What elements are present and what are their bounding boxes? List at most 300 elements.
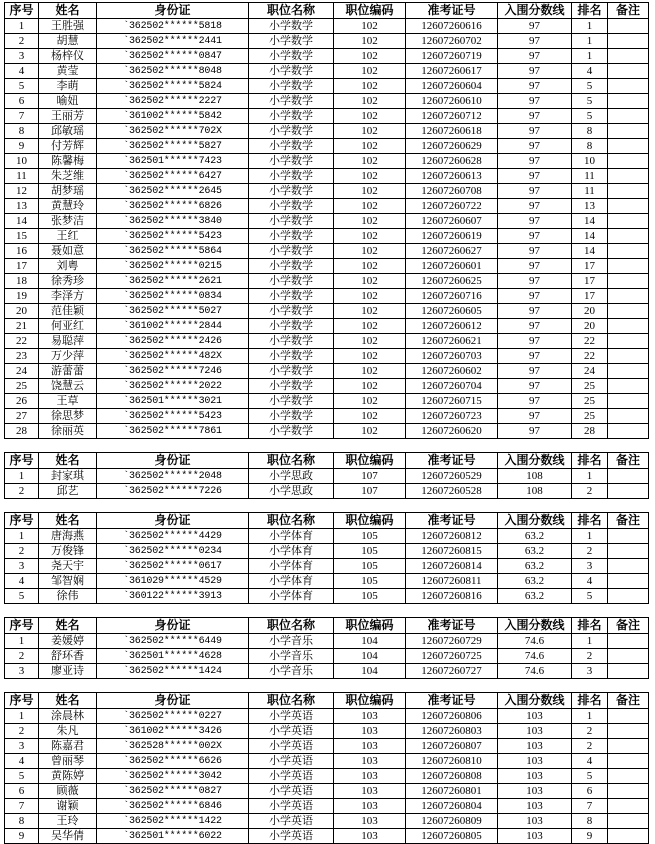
col-position-cell: 小学数学 [249, 214, 334, 229]
col-index-cell: 4 [5, 574, 39, 589]
col-exam-no-cell: 12607260723 [406, 409, 498, 424]
col-id-cell: `362502******6626 [97, 754, 249, 769]
group-gap [4, 604, 652, 617]
col-position-cell: 小学音乐 [249, 649, 334, 664]
col-id-cell: `362501******3021 [97, 394, 249, 409]
col-remark-cell [608, 784, 649, 799]
col-remark-cell [608, 754, 649, 769]
col-remark-cell [608, 574, 649, 589]
header-col-remark: 备注 [608, 3, 649, 19]
col-cutoff-cell: 103 [498, 724, 572, 739]
col-exam-no-cell: 12607260806 [406, 709, 498, 724]
table-row [5, 589, 649, 604]
col-index-cell: 2 [5, 649, 39, 664]
col-remark-cell [608, 814, 649, 829]
table-row [5, 799, 649, 814]
header-row [5, 513, 649, 529]
col-name-cell: 喻妞 [39, 94, 97, 109]
col-exam-no-cell: 12607260617 [406, 64, 498, 79]
col-id-cell: `361029******4529 [97, 574, 249, 589]
col-remark-cell [608, 154, 649, 169]
col-cutoff-cell: 63.2 [498, 544, 572, 559]
col-id-cell: `362528******002X [97, 739, 249, 754]
col-name-cell: 王胜强 [39, 19, 97, 34]
col-remark-cell [608, 484, 649, 499]
col-code-cell: 102 [334, 49, 406, 64]
header-col-index: 序号 [5, 453, 39, 469]
table-row [5, 814, 649, 829]
col-name-cell: 黄慧玲 [39, 199, 97, 214]
table-row [5, 154, 649, 169]
col-cutoff-cell: 97 [498, 94, 572, 109]
col-rank-cell: 28 [572, 424, 608, 439]
header-col-id: 身份证 [97, 618, 249, 634]
table-row [5, 409, 649, 424]
col-name-cell: 游蕾蕾 [39, 364, 97, 379]
col-remark-cell [608, 64, 649, 79]
col-index-cell: 17 [5, 259, 39, 274]
col-position-cell: 小学英语 [249, 709, 334, 724]
table-row [5, 424, 649, 439]
col-id-cell: `362502******1422 [97, 814, 249, 829]
col-exam-no-cell: 12607260604 [406, 79, 498, 94]
col-rank-cell: 3 [572, 559, 608, 574]
col-position-cell: 小学数学 [249, 139, 334, 154]
col-remark-cell [608, 349, 649, 364]
col-rank-cell: 1 [572, 19, 608, 34]
col-position-cell: 小学英语 [249, 829, 334, 844]
col-rank-cell: 5 [572, 109, 608, 124]
col-position-cell: 小学数学 [249, 244, 334, 259]
col-exam-no-cell: 12607260804 [406, 799, 498, 814]
col-index-cell: 3 [5, 664, 39, 679]
col-code-cell: 102 [334, 259, 406, 274]
col-remark-cell [608, 634, 649, 649]
col-name-cell: 邹智娴 [39, 574, 97, 589]
col-exam-no-cell: 12607260605 [406, 304, 498, 319]
col-position-cell: 小学数学 [249, 109, 334, 124]
col-index-cell: 2 [5, 724, 39, 739]
col-cutoff-cell: 97 [498, 304, 572, 319]
col-id-cell: `362502******6826 [97, 199, 249, 214]
col-position-cell: 小学英语 [249, 754, 334, 769]
col-remark-cell [608, 664, 649, 679]
col-name-cell: 尧天宇 [39, 559, 97, 574]
col-index-cell: 4 [5, 64, 39, 79]
col-index-cell: 6 [5, 94, 39, 109]
table-row [5, 244, 649, 259]
header-row [5, 3, 649, 19]
col-id-cell: `362502******5864 [97, 244, 249, 259]
col-code-cell: 102 [334, 229, 406, 244]
col-exam-no-cell: 12607260803 [406, 724, 498, 739]
col-name-cell: 黄莹 [39, 64, 97, 79]
col-remark-cell [608, 199, 649, 214]
col-code-cell: 102 [334, 349, 406, 364]
col-name-cell: 何亚红 [39, 319, 97, 334]
col-position-cell: 小学数学 [249, 169, 334, 184]
col-code-cell: 104 [334, 634, 406, 649]
col-exam-no-cell: 12607260619 [406, 229, 498, 244]
col-position-cell: 小学体育 [249, 529, 334, 544]
col-id-cell: `362502******0617 [97, 559, 249, 574]
col-id-cell: `362502******0234 [97, 544, 249, 559]
col-cutoff-cell: 97 [498, 364, 572, 379]
col-exam-no-cell: 12607260618 [406, 124, 498, 139]
col-position-cell: 小学数学 [249, 274, 334, 289]
col-id-cell: `360122******3913 [97, 589, 249, 604]
col-name-cell: 胡梦瑶 [39, 184, 97, 199]
col-index-cell: 24 [5, 364, 39, 379]
table-row [5, 484, 649, 499]
col-exam-no-cell: 12607260809 [406, 814, 498, 829]
col-cutoff-cell: 97 [498, 229, 572, 244]
col-remark-cell [608, 244, 649, 259]
col-code-cell: 102 [334, 124, 406, 139]
col-name-cell: 杨梓仪 [39, 49, 97, 64]
col-id-cell: `362502******2621 [97, 274, 249, 289]
col-position-cell: 小学英语 [249, 739, 334, 754]
header-col-name: 姓名 [39, 693, 97, 709]
col-position-cell: 小学数学 [249, 259, 334, 274]
col-exam-no-cell: 12607260628 [406, 154, 498, 169]
col-exam-no-cell: 12607260725 [406, 649, 498, 664]
col-code-cell: 103 [334, 724, 406, 739]
col-id-cell: `362502******7861 [97, 424, 249, 439]
col-cutoff-cell: 97 [498, 79, 572, 94]
col-position-cell: 小学数学 [249, 349, 334, 364]
col-id-cell: `362502******482X [97, 349, 249, 364]
header-col-rank: 排名 [572, 453, 608, 469]
header-col-position: 职位名称 [249, 513, 334, 529]
col-remark-cell [608, 469, 649, 484]
col-name-cell: 饶慧云 [39, 379, 97, 394]
col-cutoff-cell: 97 [498, 409, 572, 424]
header-col-index: 序号 [5, 693, 39, 709]
col-rank-cell: 14 [572, 244, 608, 259]
col-rank-cell: 1 [572, 709, 608, 724]
col-name-cell: 万少萍 [39, 349, 97, 364]
col-name-cell: 唐海燕 [39, 529, 97, 544]
col-remark-cell [608, 769, 649, 784]
col-exam-no-cell: 12607260601 [406, 259, 498, 274]
col-rank-cell: 5 [572, 589, 608, 604]
col-name-cell: 徐丽英 [39, 424, 97, 439]
table-row [5, 139, 649, 154]
col-position-cell: 小学英语 [249, 814, 334, 829]
col-id-cell: `362502******5824 [97, 79, 249, 94]
table-row [5, 169, 649, 184]
table-row [5, 634, 649, 649]
col-rank-cell: 8 [572, 139, 608, 154]
col-remark-cell [608, 184, 649, 199]
col-id-cell: `362502******2645 [97, 184, 249, 199]
col-rank-cell: 8 [572, 124, 608, 139]
col-cutoff-cell: 97 [498, 169, 572, 184]
col-exam-no-cell: 12607260702 [406, 34, 498, 49]
header-row [5, 693, 649, 709]
col-position-cell: 小学思政 [249, 469, 334, 484]
col-position-cell: 小学英语 [249, 799, 334, 814]
col-cutoff-cell: 97 [498, 199, 572, 214]
col-name-cell: 朱芝维 [39, 169, 97, 184]
col-code-cell: 102 [334, 424, 406, 439]
header-col-exam-no: 准考证号 [406, 3, 498, 19]
col-name-cell: 邱艺 [39, 484, 97, 499]
col-rank-cell: 20 [572, 319, 608, 334]
col-id-cell: `362502******6449 [97, 634, 249, 649]
table-row [5, 379, 649, 394]
col-cutoff-cell: 97 [498, 274, 572, 289]
col-index-cell: 3 [5, 559, 39, 574]
header-col-exam-no: 准考证号 [406, 513, 498, 529]
result-group-table [4, 512, 649, 604]
col-position-cell: 小学体育 [249, 574, 334, 589]
result-group-table [4, 2, 649, 439]
col-index-cell: 21 [5, 319, 39, 334]
col-index-cell: 7 [5, 109, 39, 124]
col-index-cell: 2 [5, 484, 39, 499]
col-id-cell: `362502******0227 [97, 709, 249, 724]
header-col-index: 序号 [5, 618, 39, 634]
col-id-cell: `361002******5842 [97, 109, 249, 124]
col-cutoff-cell: 103 [498, 769, 572, 784]
header-col-rank: 排名 [572, 693, 608, 709]
header-col-rank: 排名 [572, 513, 608, 529]
col-name-cell: 陈馨梅 [39, 154, 97, 169]
col-name-cell: 舒环香 [39, 649, 97, 664]
col-index-cell: 16 [5, 244, 39, 259]
col-position-cell: 小学体育 [249, 589, 334, 604]
col-code-cell: 103 [334, 769, 406, 784]
col-remark-cell [608, 109, 649, 124]
col-code-cell: 102 [334, 19, 406, 34]
header-col-rank: 排名 [572, 618, 608, 634]
col-index-cell: 23 [5, 349, 39, 364]
table-row [5, 274, 649, 289]
col-rank-cell: 17 [572, 289, 608, 304]
col-rank-cell: 4 [572, 754, 608, 769]
table-row [5, 229, 649, 244]
table-row [5, 529, 649, 544]
col-code-cell: 105 [334, 589, 406, 604]
col-code-cell: 105 [334, 559, 406, 574]
col-id-cell: `361002******3426 [97, 724, 249, 739]
col-rank-cell: 1 [572, 529, 608, 544]
group-gap [4, 439, 652, 452]
col-exam-no-cell: 12607260610 [406, 94, 498, 109]
col-remark-cell [608, 139, 649, 154]
col-name-cell: 姜媛婷 [39, 634, 97, 649]
header-col-id: 身份证 [97, 453, 249, 469]
col-rank-cell: 5 [572, 769, 608, 784]
col-exam-no-cell: 12607260629 [406, 139, 498, 154]
col-index-cell: 12 [5, 184, 39, 199]
col-position-cell: 小学体育 [249, 544, 334, 559]
col-remark-cell [608, 79, 649, 94]
col-remark-cell [608, 19, 649, 34]
table-row [5, 214, 649, 229]
col-rank-cell: 7 [572, 799, 608, 814]
col-index-cell: 9 [5, 139, 39, 154]
col-code-cell: 102 [334, 289, 406, 304]
col-cutoff-cell: 103 [498, 784, 572, 799]
col-position-cell: 小学数学 [249, 394, 334, 409]
col-cutoff-cell: 97 [498, 259, 572, 274]
col-exam-no-cell: 12607260816 [406, 589, 498, 604]
col-code-cell: 102 [334, 184, 406, 199]
col-remark-cell [608, 94, 649, 109]
col-exam-no-cell: 12607260529 [406, 469, 498, 484]
col-id-cell: `362502******8048 [97, 64, 249, 79]
col-rank-cell: 4 [572, 574, 608, 589]
col-name-cell: 胡慧 [39, 34, 97, 49]
table-row [5, 79, 649, 94]
col-rank-cell: 4 [572, 64, 608, 79]
col-code-cell: 103 [334, 754, 406, 769]
col-position-cell: 小学数学 [249, 229, 334, 244]
col-exam-no-cell: 12607260815 [406, 544, 498, 559]
col-index-cell: 1 [5, 709, 39, 724]
col-code-cell: 102 [334, 199, 406, 214]
col-exam-no-cell: 12607260719 [406, 49, 498, 64]
col-rank-cell: 1 [572, 469, 608, 484]
col-code-cell: 103 [334, 739, 406, 754]
col-index-cell: 22 [5, 334, 39, 349]
col-code-cell: 102 [334, 379, 406, 394]
col-rank-cell: 14 [572, 229, 608, 244]
col-cutoff-cell: 97 [498, 394, 572, 409]
col-cutoff-cell: 97 [498, 319, 572, 334]
col-id-cell: `362502******5027 [97, 304, 249, 319]
table-row [5, 784, 649, 799]
table-row [5, 664, 649, 679]
col-name-cell: 廖亚诗 [39, 664, 97, 679]
col-cutoff-cell: 103 [498, 829, 572, 844]
col-code-cell: 104 [334, 664, 406, 679]
col-index-cell: 4 [5, 754, 39, 769]
table-row [5, 199, 649, 214]
col-rank-cell: 9 [572, 829, 608, 844]
header-col-code: 职位编码 [334, 3, 406, 19]
table-row [5, 34, 649, 49]
col-position-cell: 小学数学 [249, 409, 334, 424]
col-rank-cell: 5 [572, 79, 608, 94]
col-cutoff-cell: 97 [498, 379, 572, 394]
col-id-cell: `362502******2441 [97, 34, 249, 49]
col-id-cell: `362501******6022 [97, 829, 249, 844]
col-exam-no-cell: 12607260805 [406, 829, 498, 844]
col-exam-no-cell: 12607260620 [406, 424, 498, 439]
col-cutoff-cell: 108 [498, 484, 572, 499]
header-col-name: 姓名 [39, 618, 97, 634]
col-name-cell: 李萌 [39, 79, 97, 94]
col-remark-cell [608, 559, 649, 574]
table-row [5, 49, 649, 64]
table-row [5, 724, 649, 739]
header-col-exam-no: 准考证号 [406, 453, 498, 469]
header-col-remark: 备注 [608, 513, 649, 529]
header-col-id: 身份证 [97, 693, 249, 709]
col-position-cell: 小学数学 [249, 34, 334, 49]
col-index-cell: 8 [5, 124, 39, 139]
col-remark-cell [608, 304, 649, 319]
col-name-cell: 邱敏瑶 [39, 124, 97, 139]
col-position-cell: 小学数学 [249, 64, 334, 79]
col-rank-cell: 8 [572, 814, 608, 829]
header-row [5, 618, 649, 634]
col-name-cell: 聂如意 [39, 244, 97, 259]
col-cutoff-cell: 97 [498, 124, 572, 139]
header-col-position: 职位名称 [249, 693, 334, 709]
col-code-cell: 102 [334, 214, 406, 229]
col-remark-cell [608, 364, 649, 379]
col-code-cell: 102 [334, 94, 406, 109]
col-name-cell: 曾丽琴 [39, 754, 97, 769]
col-position-cell: 小学思政 [249, 484, 334, 499]
table-row [5, 649, 649, 664]
col-id-cell: `362502******5423 [97, 229, 249, 244]
col-index-cell: 5 [5, 589, 39, 604]
header-col-position: 职位名称 [249, 618, 334, 634]
col-index-cell: 8 [5, 814, 39, 829]
col-cutoff-cell: 97 [498, 424, 572, 439]
col-remark-cell [608, 124, 649, 139]
col-name-cell: 谢颖 [39, 799, 97, 814]
col-code-cell: 102 [334, 34, 406, 49]
col-remark-cell [608, 49, 649, 64]
col-position-cell: 小学音乐 [249, 634, 334, 649]
col-position-cell: 小学数学 [249, 19, 334, 34]
col-id-cell: `362502******3042 [97, 769, 249, 784]
col-id-cell: `362502******1424 [97, 664, 249, 679]
header-col-exam-no: 准考证号 [406, 618, 498, 634]
col-rank-cell: 14 [572, 214, 608, 229]
col-rank-cell: 2 [572, 739, 608, 754]
table-row [5, 19, 649, 34]
col-rank-cell: 17 [572, 259, 608, 274]
col-position-cell: 小学数学 [249, 304, 334, 319]
col-code-cell: 105 [334, 574, 406, 589]
header-col-remark: 备注 [608, 453, 649, 469]
col-exam-no-cell: 12607260715 [406, 394, 498, 409]
col-remark-cell [608, 709, 649, 724]
col-index-cell: 26 [5, 394, 39, 409]
col-id-cell: `362502******0215 [97, 259, 249, 274]
col-index-cell: 2 [5, 544, 39, 559]
col-code-cell: 103 [334, 784, 406, 799]
col-name-cell: 封家琪 [39, 469, 97, 484]
col-code-cell: 103 [334, 799, 406, 814]
col-cutoff-cell: 97 [498, 139, 572, 154]
col-index-cell: 1 [5, 634, 39, 649]
col-rank-cell: 3 [572, 664, 608, 679]
col-position-cell: 小学英语 [249, 769, 334, 784]
col-index-cell: 1 [5, 469, 39, 484]
col-position-cell: 小学数学 [249, 364, 334, 379]
col-cutoff-cell: 97 [498, 64, 572, 79]
header-col-cutoff: 入围分数线 [498, 453, 572, 469]
col-name-cell: 黄陈婷 [39, 769, 97, 784]
col-remark-cell [608, 274, 649, 289]
col-position-cell: 小学数学 [249, 184, 334, 199]
col-position-cell: 小学数学 [249, 154, 334, 169]
col-rank-cell: 5 [572, 94, 608, 109]
col-id-cell: `362502******4429 [97, 529, 249, 544]
col-id-cell: `362502******0847 [97, 49, 249, 64]
header-col-position: 职位名称 [249, 3, 334, 19]
col-cutoff-cell: 97 [498, 19, 572, 34]
